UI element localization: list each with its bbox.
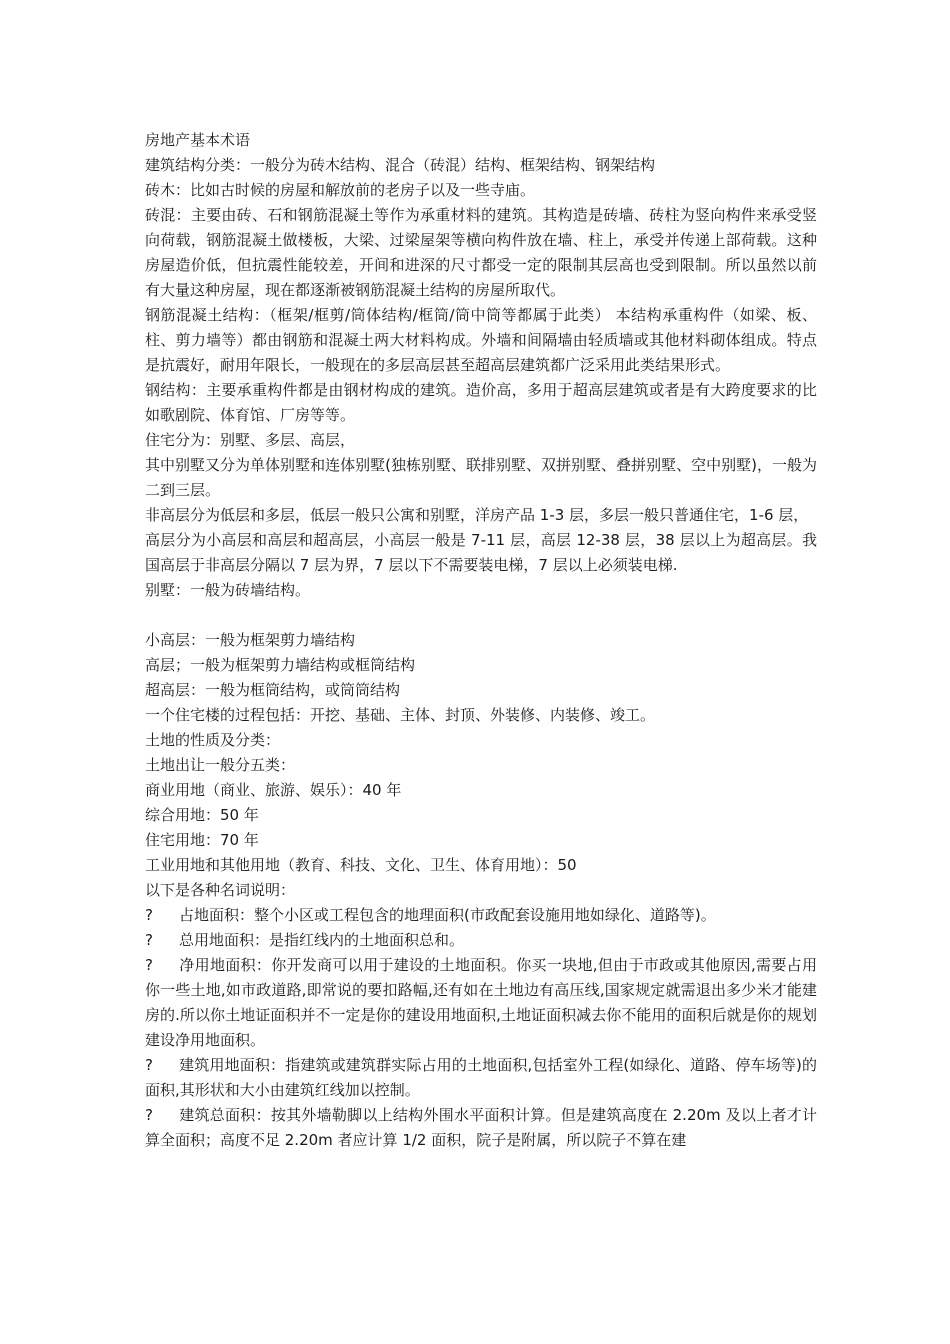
bullet-mark: ? xyxy=(145,1056,153,1074)
paragraph-land-nature: 土地的性质及分类： xyxy=(145,731,281,749)
paragraph-brick-concrete: 砖混：主要由砖、石和钢筋混凝土等作为承重材料的建筑。其构造是砖墙、砖柱为竖向构件来承受竖向荷载，钢筋混凝土做楼板，大梁、过梁屋架等横向构件放在墙、柱上，承受并传递上部荷载。这种房屋造价低，但抗震性能较差，开间和进深的尺寸都受一定的限制其层高也受到限制。所以虽然以前有大量这种房屋，现在都逐渐被钢筋混凝土结构的房屋所取代。 xyxy=(145,206,817,299)
term-building-land-area-continued: 停车场等)的面积,其形状和大小由建筑红线加以控制。 xyxy=(145,1056,817,1099)
paragraph-commercial-land: 商业用地（商业、旅游、娱乐）：40 年 xyxy=(145,781,402,799)
paragraph-non-high-rise: 非高层分为低层和多层，低层一般只公寓和别墅，洋房产品 1-3 层，多层一般只普通住宅，1-6 层， xyxy=(145,506,809,524)
term-total-floor-area xyxy=(145,1103,817,1153)
paragraph-comprehensive-land: 综合用地：50 年 xyxy=(145,806,259,824)
paragraph-residential-land: 住宅用地：70 年 xyxy=(145,831,259,849)
bullet-mark: ? xyxy=(145,956,153,974)
paragraph-reinforced-concrete: 钢筋混凝土结构：（框架/框剪/筒体结构/框筒/筒中筒等都属于此类） 本结构承重构件（如梁、板、柱、剪力墙等）都由钢筋和混凝土两大材料构成。外墙和间隔墙由轻质墙或其他材料砌体组成。特点是抗震好，耐用年限长，一般现在的多层高层甚至超高层建筑都广泛采用此类结果形式。 xyxy=(145,306,817,374)
term-total-land-area xyxy=(145,928,817,953)
paragraph-super-high-rise: 超高层：一般为框筒结构，或筒筒结构 xyxy=(145,681,401,699)
document-body xyxy=(145,128,817,1153)
term-total-land-area-text: 总用地面积：是指红线内的土地面积总和。 xyxy=(179,931,465,949)
paragraph-high-rise-structure: 高层；一般为框架剪力墙结构或框筒结构 xyxy=(145,656,416,674)
doc-title: 房地产基本术语 xyxy=(145,131,251,149)
paragraph-small-high-rise: 小高层：一般为框架剪力墙结构 xyxy=(145,631,356,649)
term-net-land-area xyxy=(145,953,817,1053)
paragraph-land-transfer: 土地出让一般分五类： xyxy=(145,756,296,774)
term-building-land-area xyxy=(145,1053,817,1103)
term-building-land-area-text: 建筑用地面积：指建筑或建筑群实际占用的土地面积,包括室外工程(如绿化、道路、 xyxy=(179,1056,736,1074)
term-total-floor-area-continued: 上者才计算全面积；高度不足 2.20m 者应计算 1/2 面积，院子是附属，所以院子不算在建 xyxy=(145,1106,817,1149)
term-total-floor-area-text: 建筑总面积：按其外墙勒脚以上结构外围水平面积计算。但是建筑高度在 2.20m 及以 xyxy=(179,1106,757,1124)
paragraph-villa-types: 其中别墅又分为单体别墅和连体别墅(独栋别墅、联排别墅、双拼别墅、叠拼别墅、空中别墅)，一般为二到三层。 xyxy=(145,456,817,499)
paragraph-industrial-land: 工业用地和其他用地（教育、科技、文化、卫生、体育用地）：50 xyxy=(145,856,577,874)
paragraph-construction-process: 一个住宅楼的过程包括：开挖、基础、主体、封顶、外装修、内装修、竣工。 xyxy=(145,706,656,724)
term-land-area-text: 占地面积：整个小区或工程包含的地理面积(市政配套设施用地如绿化、道路等)。 xyxy=(179,906,716,924)
paragraph-high-rise: 高层分为小高层和高层和超高层，小高层一般是 7-11 层，高层 12-38 层，38 层以上为超高层。我国高层于非高层分隔以 7 层为界，7 层以下不需要装电梯，7 层以上必须装电梯. xyxy=(145,531,817,574)
blank-line xyxy=(145,603,817,628)
bullet-mark: ? xyxy=(145,931,153,949)
bullet-mark: ? xyxy=(145,1106,153,1124)
paragraph-terms-intro: 以下是各种名词说明： xyxy=(145,881,296,899)
paragraph-residence-types: 住宅分为：别墅、多层、高层， xyxy=(145,431,356,449)
term-net-land-area-continued: 需要占用你一些土地,如市政道路,即常说的要扣路幅,还有如在土地边有高压线,国家规定就需退出多少米才能建房的.所以你土地证面积并不一定是你的建设用地面积,土地证面积减去你不能用的面积后就是你的规划建设净用地面积。 xyxy=(145,956,817,1049)
term-land-area xyxy=(145,903,817,928)
paragraph-brick-wood: 砖木：比如古时候的房屋和解放前的老房子以及一些寺庙。 xyxy=(145,181,536,199)
paragraph-villa-structure: 别墅：一般为砖墙结构。 xyxy=(145,581,311,599)
term-net-land-area-text: 净用地面积：你开发商可以用于建设的土地面积。你买一块地,但由于市政或其他原因, xyxy=(179,956,756,974)
paragraph-structure-classification: 建筑结构分类：一般分为砖木结构、混合（砖混）结构、框架结构、钢架结构 xyxy=(145,156,656,174)
bullet-mark: ? xyxy=(145,906,153,924)
paragraph-steel-structure: 钢结构：主要承重构件都是由钢材构成的建筑。造价高，多用于超高层建筑或者是有大跨度要求的比如歌剧院、体育馆、厂房等等。 xyxy=(145,381,817,424)
